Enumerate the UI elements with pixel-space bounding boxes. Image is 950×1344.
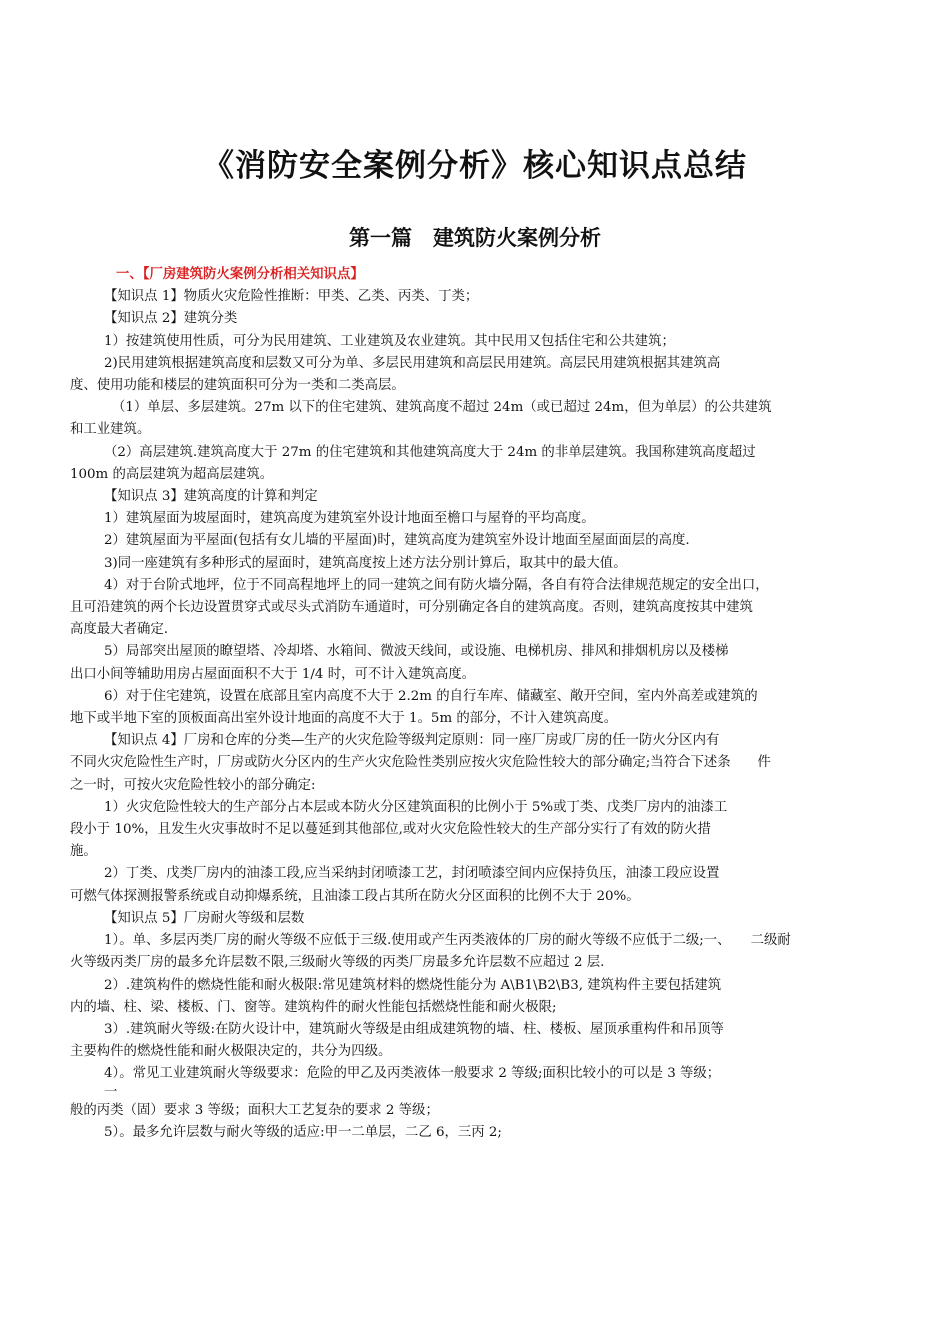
knowledge-point-5: 【知识点 5】厂房耐火等级和层数 bbox=[104, 910, 305, 926]
part-subtitle: 第一篇 建筑防火案例分析 bbox=[349, 226, 601, 250]
body-line: 1）火灾危险性较大的生产部分占本层或本防火分区建筑面积的比例小于 5%或丁类、戊类厂房内的油漆工 bbox=[104, 799, 728, 815]
body-line: 和工业建筑。 bbox=[70, 422, 151, 438]
body-line: 主要构件的燃烧性能和耐火极限决定的，共分为四级。 bbox=[70, 1044, 392, 1060]
body-line: 般的丙类（固）要求 3 等级；面积大工艺复杂的要求 2 等级； bbox=[70, 1102, 439, 1118]
body-line: 4）对于台阶式地坪，位于不同高程地坪上的同一建筑之间有防火墙分隔，各自有符合法律规范规定的安全出口， bbox=[104, 577, 769, 593]
section-heading: 一、【厂房建筑防火案例分析相关知识点】 bbox=[116, 267, 364, 282]
body-line: 且可沿建筑的两个长边设置贯穿式或尽头式消防车通道时，可分别确定各自的建筑高度。否则，建筑高度按其中建筑 bbox=[70, 600, 753, 616]
body-line: 度、使用功能和楼层的建筑面积可分为一类和二类高层。 bbox=[70, 378, 405, 394]
body-line: 5）局部突出屋顶的瞭望塔、冷却塔、水箱间、微波天线间，或设施、电梯机房、排风和排烟机房以及楼梯 bbox=[104, 644, 729, 660]
body-line: 不同火灾危险性生产时，厂房或防火分区内的生产火灾危险性类别应按火灾危险性较大的部分确定;当符合下述条 件 bbox=[70, 755, 771, 771]
body-line: （2）高层建筑.建筑高度大于 27m 的住宅建筑和其他建筑高度大于 24m 的非单层建筑。我国称建筑高度超过 bbox=[104, 444, 756, 460]
body-line: 出口小间等辅助用房占屋面面积不大于 1/4 时，可不计入建筑高度。 bbox=[70, 666, 475, 682]
body-line: 内的墙、柱、梁、楼板、门、窗等。建筑构件的耐火性能包括燃烧性能和耐火极限; bbox=[70, 999, 557, 1015]
body-line: 一 bbox=[104, 1084, 118, 1100]
body-line: 2）建筑屋面为平屋面(包括有女儿墙的平屋面)时，建筑高度为建筑室外设计地面至屋面面层的高度. bbox=[104, 533, 690, 549]
body-line: （1）单层、多层建筑。27m 以下的住宅建筑、建筑高度不超过 24m（或已超过 24m，但为单层）的公共建筑 bbox=[112, 400, 772, 416]
body-line: 5）。最多允许层数与耐火等级的适应:甲一二单层，二乙 6，三丙 2; bbox=[104, 1124, 502, 1140]
body-line: 高度最大者确定. bbox=[70, 622, 168, 638]
body-line: 1）建筑屋面为坡屋面时，建筑高度为建筑室外设计地面至檐口与屋脊的平均高度。 bbox=[104, 511, 595, 527]
body-line: 地下或半地下室的顶板面高出室外设计地面的高度不大于 1。5m 的部分，不计入建筑高度。 bbox=[70, 711, 618, 727]
body-line: 2)民用建筑根据建筑高度和层数又可分为单、多层民用建筑和高层民用建筑。高层民用建筑根据其建筑高 bbox=[104, 355, 721, 371]
body-line: 之一时，可按火灾危险性较小的部分确定: bbox=[70, 777, 316, 793]
body-line: 3）.建筑耐火等级:在防火设计中，建筑耐火等级是由组成建筑物的墙、柱、楼板、屋顶承重构件和吊顶等 bbox=[104, 1021, 724, 1037]
body-line: 100m 的高层建筑为超高层建筑。 bbox=[70, 466, 274, 482]
body-line: 1）。单、多层丙类厂房的耐火等级不应低于三级.使用或产生丙类液体的厂房的耐火等级不应低于二级;一、 二级耐 bbox=[104, 933, 791, 949]
knowledge-point-2: 【知识点 2】建筑分类 bbox=[104, 311, 238, 327]
document-title: 《消防安全案例分析》核心知识点总结 bbox=[203, 148, 747, 184]
document-body bbox=[70, 264, 891, 1144]
body-line: 3)同一座建筑有多种形式的屋面时，建筑高度按上述方法分别计算后，取其中的最大值。 bbox=[104, 555, 627, 571]
body-line: 施。 bbox=[70, 844, 97, 860]
body-line: 6）对于住宅建筑，设置在底部且室内高度不大于 2.2m 的自行车库、储藏室、敞开空间，室内外高差或建筑的 bbox=[104, 688, 758, 704]
body-line: 1）按建筑使用性质，可分为民用建筑、工业建筑及农业建筑。其中民用又包括住宅和公共建筑； bbox=[104, 333, 675, 349]
body-line: 2）.建筑构件的燃烧性能和耐火极限:常见建筑材料的燃烧性能分为 A\B1\B2\B3, 建筑构件主要包括建筑 bbox=[104, 977, 722, 993]
knowledge-point-4: 【知识点 4】厂房和仓库的分类—生产的火灾危险等级判定原则：同一座厂房或厂房的任一防火分区内有 bbox=[104, 733, 720, 749]
knowledge-point-3: 【知识点 3】建筑高度的计算和判定 bbox=[104, 489, 318, 505]
body-line: 火等级丙类厂房的最多允许层数不限,三级耐火等级的丙类厂房最多允许层数不应超过 2 层. bbox=[70, 955, 605, 971]
body-line: 4）。常见工业建筑耐火等级要求：危险的甲乙及丙类液体一般要求 2 等级;面积比较小的可以是 3 等级； bbox=[104, 1066, 721, 1082]
knowledge-point-1: 【知识点 1】物质火灾危险性推断：甲类、乙类、丙类、丁类； bbox=[104, 289, 479, 305]
body-line: 可燃气体探测报警系统或自动抑爆系统，且油漆工段占其所在防火分区面积的比例不大于 20%。 bbox=[70, 888, 640, 904]
body-line: 段小于 10%，且发生火灾事故时不足以蔓延到其他部位,或对火灾危险性较大的生产部分实行了有效的防火措 bbox=[70, 822, 711, 838]
body-line: 2）丁类、戊类厂房内的油漆工段,应当采纳封闭喷漆工艺，封闭喷漆空间内应保持负压，油漆工段应设置 bbox=[104, 866, 720, 882]
